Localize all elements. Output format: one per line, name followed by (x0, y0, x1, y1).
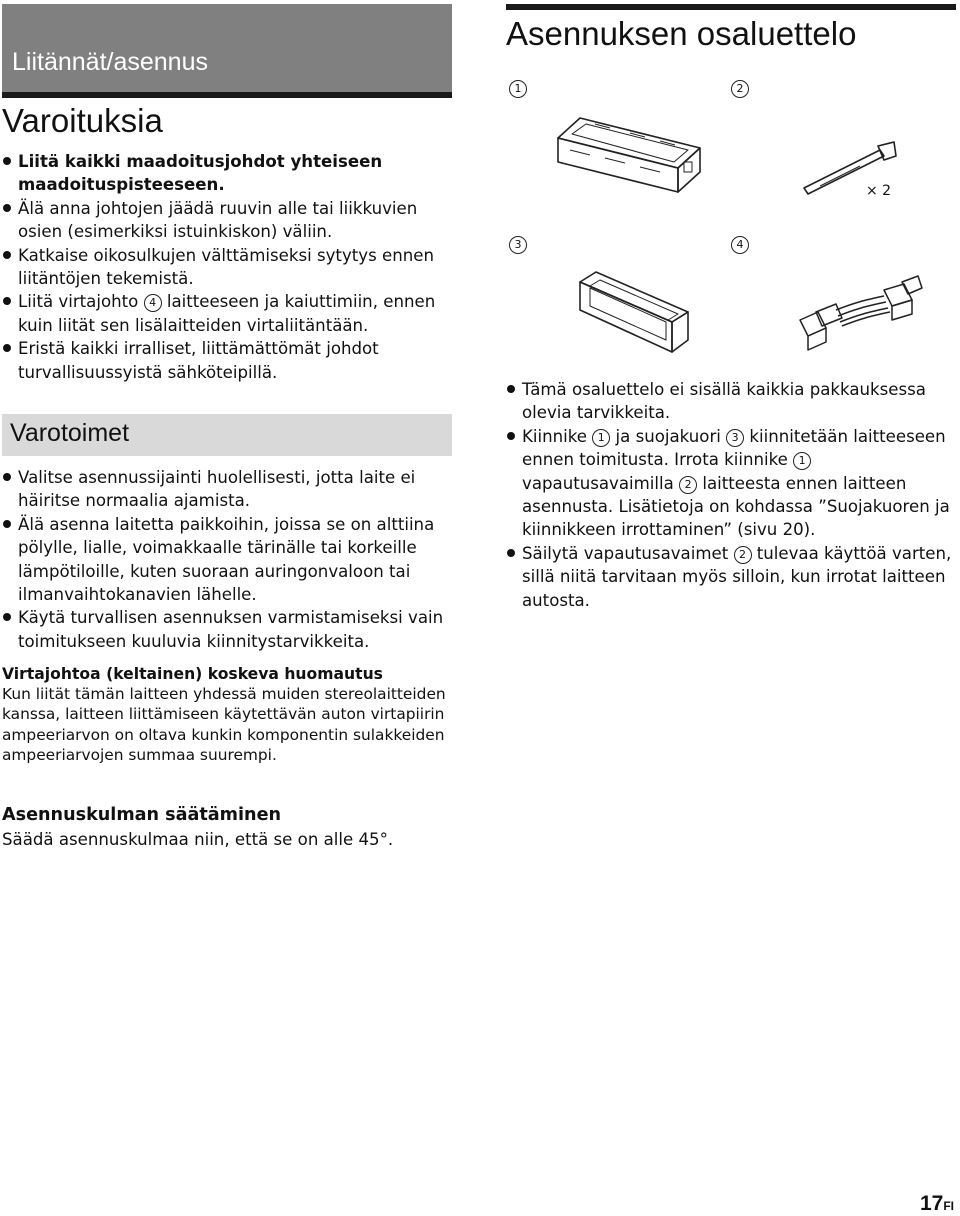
part-number-badge: 1 (592, 429, 610, 447)
part-number-badge: 4 (144, 294, 162, 312)
warning-item: Eristä kaikki irralliset, liittämättömät johdot turvallisuussyistä sähköteipillä. (2, 337, 454, 384)
parts-notes-list (506, 378, 960, 612)
page-number: 17FI (919, 1192, 954, 1215)
precautions-heading-bar (2, 414, 452, 456)
warnings-heading: Varoituksia (2, 102, 163, 139)
parts-note-item: Säilytä vapautusavaimet 2 tulevaa käyttöä varten, sillä niitä tarvitaan myös silloin, kun irrotat laitteen autosta. (506, 542, 960, 612)
mounting-sleeve-illustration (550, 110, 710, 200)
release-key-quantity: × 2 (866, 183, 892, 199)
parts-note-item: Tämä osaluettelo ei sisällä kaikkia pakkauksessa olevia tarvikkeita. (506, 378, 960, 425)
parts-heading: Asennuksen osaluettelo (506, 15, 857, 52)
part-number-1: 1 (509, 80, 527, 98)
warning-item: Liitä virtajohto 4 laitteeseen ja kaiuttimiin, ennen kuin liität sen lisälaitteiden virtaliitäntään. (2, 290, 454, 337)
precaution-item: Valitse asennussijainti huolellisesti, jotta laite ei häiritse normaalia ajamista. (2, 466, 454, 513)
section-rule (2, 92, 452, 98)
part-number-4: 4 (731, 236, 749, 254)
part-number-3: 3 (509, 236, 527, 254)
precaution-item: Älä asenna laitetta paikkoihin, joissa se on alttiina pölylle, lialle, voimakkaalle tärinälle tai korkeille lämpötiloille, kuten suoraan auringonvaloon tai ilmanvaihtokanavien lähelle. (2, 513, 454, 607)
part-number-badge: 2 (734, 546, 752, 564)
power-note-title: Virtajohtoa (keltainen) koskeva huomautus (2, 665, 383, 683)
warning-item: Älä anna johtojen jäädä ruuvin alle tai liikkuvien osien (esimerkiksi istuinkiskon) väliin. (2, 197, 454, 244)
power-note-body: Kun liität tämän laitteen yhdessä muiden stereolaitteiden kanssa, laitteen liittämiseen käytettävän auton virtapiirin ampeeriarvon on oltava kunkin komponentin sulakkeiden ampeeriarvojen summaa suurempi. (2, 685, 446, 764)
angle-note-title: Asennuskulman säätäminen (2, 805, 282, 825)
parts-note-item: Kiinnike 1 ja suojakuori 3 kiinnitetään laitteeseen ennen toimitusta. Irrota kiinnike 1 vapautusavaimilla 2 laitteesta ennen laitteen asennusta. Lisätietoja on kohdassa ”Suojakuoren ja kiinnikkeen irrottaminen” (sivu 20). (506, 425, 960, 542)
warnings-list (2, 150, 454, 384)
warning-item: Liitä kaikki maadoitusjohdot yhteiseen maadoituspisteeseen. (2, 150, 454, 197)
angle-note-body: Säädä asennuskulmaa niin, että se on alle 45°. (2, 830, 394, 849)
part-number-2: 2 (731, 80, 749, 98)
section-tab-label: Liitännät/asennus (12, 48, 208, 76)
power-cord-illustration (796, 266, 926, 358)
part-number-badge: 1 (793, 452, 811, 470)
frame-illustration (574, 268, 694, 356)
section-tab (2, 4, 452, 92)
part-number-badge: 3 (726, 429, 744, 447)
part-number-badge: 2 (679, 476, 697, 494)
parts-rule (506, 4, 956, 10)
warning-item: Katkaise oikosulkujen välttämiseksi sytytys ennen liitäntöjen tekemistä. (2, 244, 454, 291)
precautions-list (2, 466, 454, 653)
precautions-heading: Varotoimet (10, 419, 130, 447)
precaution-item: Käytä turvallisen asennuksen varmistamiseksi vain toimitukseen kuuluvia kiinnitystarvikkeita. (2, 606, 454, 653)
